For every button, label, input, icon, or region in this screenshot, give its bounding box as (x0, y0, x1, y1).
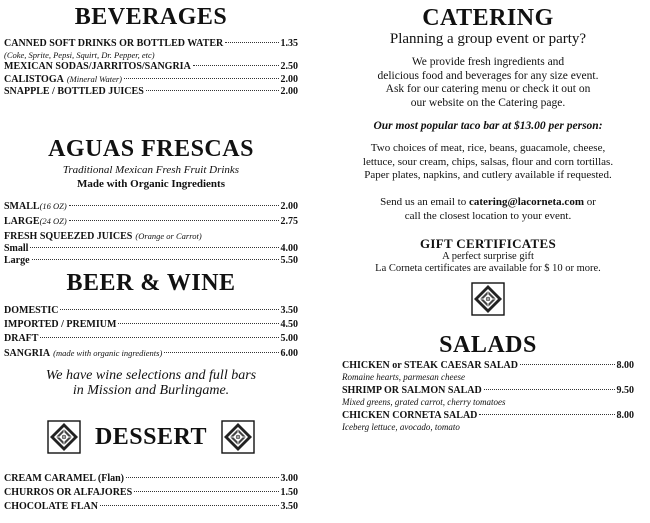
taco-bar-details: Two choices of meat, rice, beans, guacamole, cheese, lettuce, sour cream, chips, salsas, flour and corn tortillas. Paper plates, napkins, and cutlery available if requested. (362, 142, 614, 181)
aguas-subtitle: Traditional Mexican Fresh Fruit Drinks (62, 164, 240, 176)
list-item: MEXICAN SODAS/JARRITOS/SANGRIA 2.50 (4, 61, 298, 72)
aguas-subtitle-organic: Made with Organic Ingredients (77, 178, 225, 190)
list-item: CHOCOLATE FLAN 3.50 (4, 501, 298, 512)
beverages-list (4, 38, 298, 98)
salads-list: CHICKEN or STEAK CAESAR SALAD 8.00 Romaine hearts, parmesan cheese SHRIMP OR SALMON SALAD 9.50 Mixed greens, grated carrot, cherry tomatoes CHICKEN CORNETA SALAD 8.00 Iceberg lettuce, avocado, tomato (342, 360, 634, 432)
list-item: CANNED SOFT DRINKS OR BOTTLED WATER 1.35 (4, 38, 298, 49)
salads-title: SALADS (439, 332, 537, 358)
list-item: CHURROS OR ALFAJORES 1.50 (4, 487, 298, 498)
list-item: IMPORTED / PREMIUM 4.50 (4, 319, 298, 330)
taco-bar-heading: Our most popular taco bar at $13.00 per person: (373, 120, 603, 132)
list-item: CALISTOGA (Mineral Water) 2.00 (4, 74, 298, 85)
list-item: SMALL (16 OZ) 2.00 (4, 201, 298, 212)
list-item: LARGE (24 OZ) 2.75 (4, 216, 298, 227)
list-item: CREAM CARAMEL (Flan) 3.00 (4, 473, 298, 484)
aguas-frescas-title: AGUAS FRESCAS (48, 136, 254, 162)
aguas-list (4, 200, 298, 267)
list-item: Small 4.00 (4, 243, 298, 254)
beer-wine-title: BEER & WINE (66, 270, 236, 296)
list-item: FRESH SQUEEZED JUICES (Orange or Carrot) (4, 231, 202, 242)
item-subtext: (Coke, Sprite, Pepsi, Squirt, Dr. Pepper, etc) (4, 50, 155, 60)
catering-email-link[interactable]: catering@lacorneta.com (468, 196, 584, 208)
list-item: DRAFT 5.00 (4, 333, 298, 344)
diamond-tile-icon (221, 420, 255, 454)
salads-ornament (338, 282, 638, 316)
list-item: CHICKEN CORNETA SALAD 8.00 (342, 410, 634, 421)
list-item: SHRIMP OR SALMON SALAD 9.50 (342, 385, 634, 396)
catering-contact: Send us an email to catering@lacorneta.com or call the closest location to your event. (380, 196, 596, 222)
beverages-title: BEVERAGES (74, 4, 228, 30)
list-item: DOMESTIC 3.50 (4, 305, 298, 316)
dessert-title: DESSERT (94, 424, 208, 450)
beer-list (4, 305, 298, 360)
list-item: SANGRIA (made with organic ingredients) 6.00 (4, 348, 298, 359)
catering-title: CATERING (422, 5, 554, 31)
gift-certificates: GIFT CERTIFICATES A perfect surprise gift La Corneta certificates are available for $ 10 or more. (338, 236, 638, 275)
wine-note: We have wine selections and full bars in Mission and Burlingame. (45, 368, 257, 398)
catering-subtitle: Planning a group event or party? (389, 31, 587, 47)
catering-intro: We provide fresh ingredients and delicious food and beverages for any size event. Ask for our catering menu or check it out on our website on the Catering page. (377, 56, 599, 109)
list-item: CHICKEN or STEAK CAESAR SALAD 8.00 (342, 360, 634, 371)
diamond-tile-icon (47, 420, 81, 454)
dessert-list (4, 473, 298, 513)
diamond-tile-icon (471, 282, 505, 316)
gift-title: GIFT CERTIFICATES (419, 236, 556, 251)
list-item: Large 5.50 (4, 255, 298, 266)
dessert-header (4, 420, 298, 454)
list-item: SNAPPLE / BOTTLED JUICES 2.00 (4, 86, 298, 97)
